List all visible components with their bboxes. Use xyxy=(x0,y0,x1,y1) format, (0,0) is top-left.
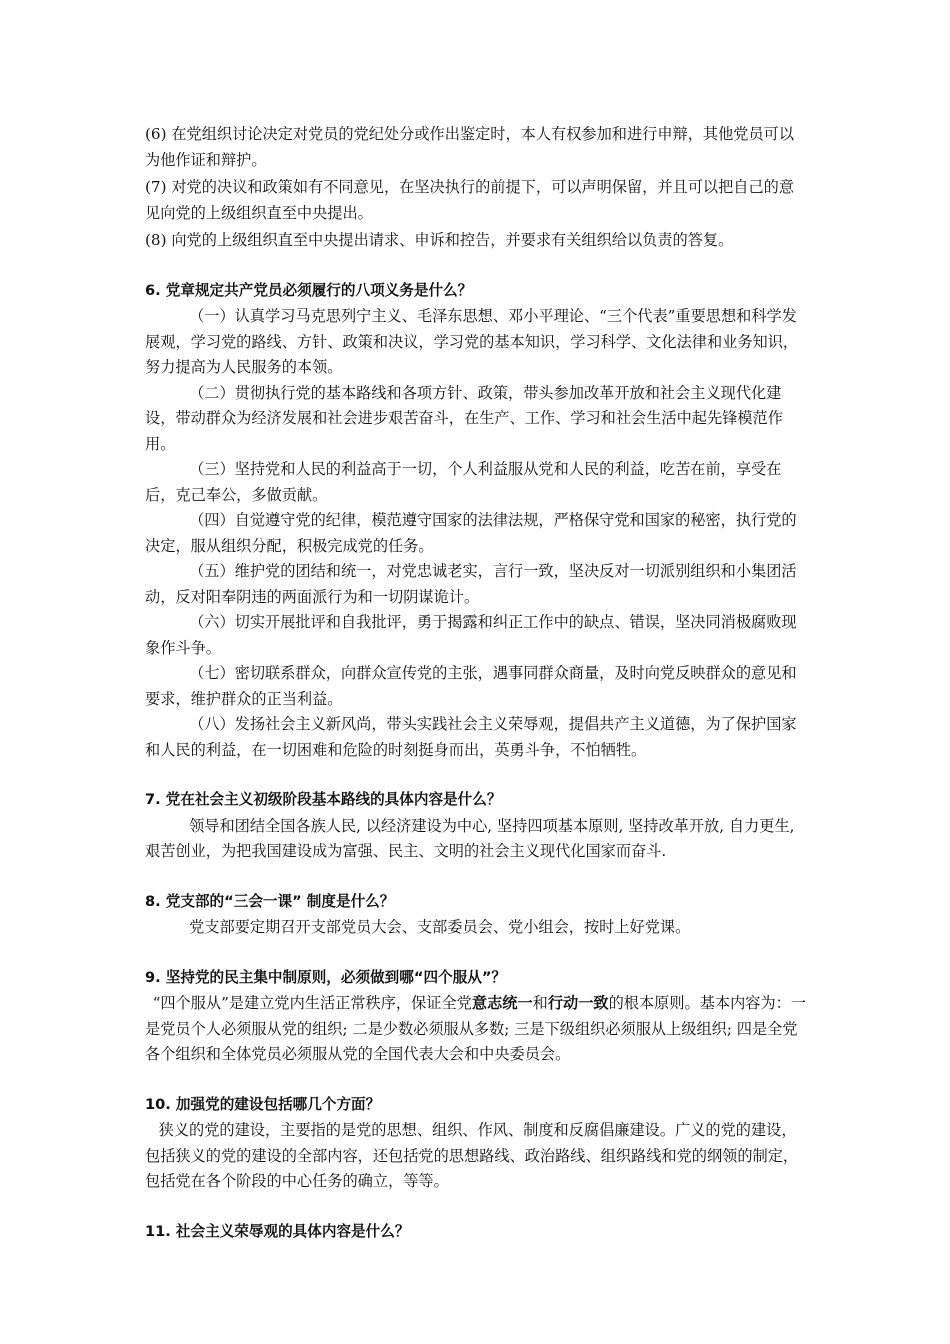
answer-text: “四个服从”是建立党内生活正常秩序，保证全党 xyxy=(152,994,472,1012)
duty-item-3: （三）坚持党和人民的利益高于一切，个人利益服从党和人民的利益，吃苦在前，享受在后，克己奉公，多做贡献。 xyxy=(145,460,782,504)
question-7-answer: 领导和团结全国各族人民, 以经济建设为中心, 坚持四项基本原则, 坚持改革开放, 自力更生, 艰苦创业，为把我国建设成为富强、民主、文明的社会主义现代化国家而奋斗. xyxy=(145,816,795,860)
question-9-title: 9. 坚持党的民主集中制原则，必须做到哪“四个服从”？ xyxy=(145,968,507,986)
duty-item-6: （六）切实开展批评和自我批评，勇于揭露和纠正工作中的缺点、错误，坚决同消极腐败现象作斗争。 xyxy=(145,613,797,657)
question-11-title: 11. 社会主义荣辱观的具体内容是什么？ xyxy=(145,1222,410,1240)
duty-item-4: （四）自觉遵守党的纪律，模范遵守国家的法律法规，严格保守党和国家的秘密，执行党的决定，服从组织分配，积极完成党的任务。 xyxy=(145,511,797,555)
answer-emphasis-1: 意志统一 xyxy=(471,994,533,1012)
answer-emphasis-2: 行动一致 xyxy=(547,994,609,1012)
question-7-title: 7. 党在社会主义初级阶段基本路线的具体内容是什么？ xyxy=(145,791,502,808)
duty-item-8: （八）发扬社会主义新风尚，带头实践社会主义荣辱观，提倡共产主义道德，为了保护国家和人民的利益，在一切困难和危险的时刻挺身而出，英勇斗争，不怕牺牲。 xyxy=(145,715,797,759)
question-9-answer xyxy=(145,991,807,1068)
duty-item-2: （二）贯彻执行党的基本路线和各项方针、政策，带头参加改革开放和社会主义现代化建设，带动群众为经济发展和社会进步艰苦奋斗，在生产、工作、学习和社会生活中起先锋模范作用。 xyxy=(145,383,783,453)
question-6-title: 6. 党章规定共产党员必须履行的八项义务是什么？ xyxy=(145,281,473,299)
document-page xyxy=(145,122,807,1245)
right-item-7: (7) 对党的决议和政策如有不同意见，在坚决执行的前提下，可以声明保留，并且可以把自己的意见向党的上级组织直至中央提出。 xyxy=(145,178,795,222)
question-8-answer: 党支部要定期召开支部党员大会、支部委员会、党小组会，按时上好党课。 xyxy=(189,918,691,936)
duty-item-1: （一）认真学习马克思列宁主义、毛泽东思想、邓小平理论、“三个代表”重要思想和科学发展观，学习党的路线、方针、政策和决议，学习党的基本知识，学习科学、文化法律和业务知识，努力提高为人民服务的本领。 xyxy=(145,307,799,376)
question-10-answer: 狭义的党的建设，主要指的是党的思想、组织、作风、制度和反腐倡廉建设。广义的党的建设，包括狭义的党的建设的全部内容，还包括党的思想路线、政治路线、组织路线和党的纲领的制定，包括党在各个阶段的中心任务的确立，等等。 xyxy=(145,1121,799,1190)
duty-item-7: （七）密切联系群众，向群众宣传党的主张，遇事同群众商量，及时向党反映群众的意见和要求，维护群众的正当利益。 xyxy=(145,664,797,708)
right-item-8: (8) 向党的上级组织直至中央提出请求、申诉和控告，并要求有关组织给以负责的答复。 xyxy=(145,231,734,249)
right-item-6: (6) 在党组织讨论决定对党员的党纪处分或作出鉴定时，本人有权参加和进行申辩，其他党员可以为他作证和辩护。 xyxy=(145,125,795,169)
question-8-title: 8. 党支部的“三会一课” 制度是什么？ xyxy=(145,892,395,910)
duty-item-5: （五）维护党的团结和统一，对党忠诚老实，言行一致，坚决反对一切派别组织和小集团活动，反对阳奉阴违的两面派行为和一切阴谋诡计。 xyxy=(145,562,797,606)
answer-text: 的根本原则。基本内容为：一是党员个人必须服从党的组织; 二是少数必须服从多数; 三是下级组织必须服从上级组织; 四是全党各个组织和全体党员必须服从党的全国代表大会和中央委员会。 xyxy=(145,994,806,1063)
answer-text: 和 xyxy=(532,994,548,1012)
question-10-title: 10. 加强党的建设包括哪几个方面？ xyxy=(145,1095,381,1113)
